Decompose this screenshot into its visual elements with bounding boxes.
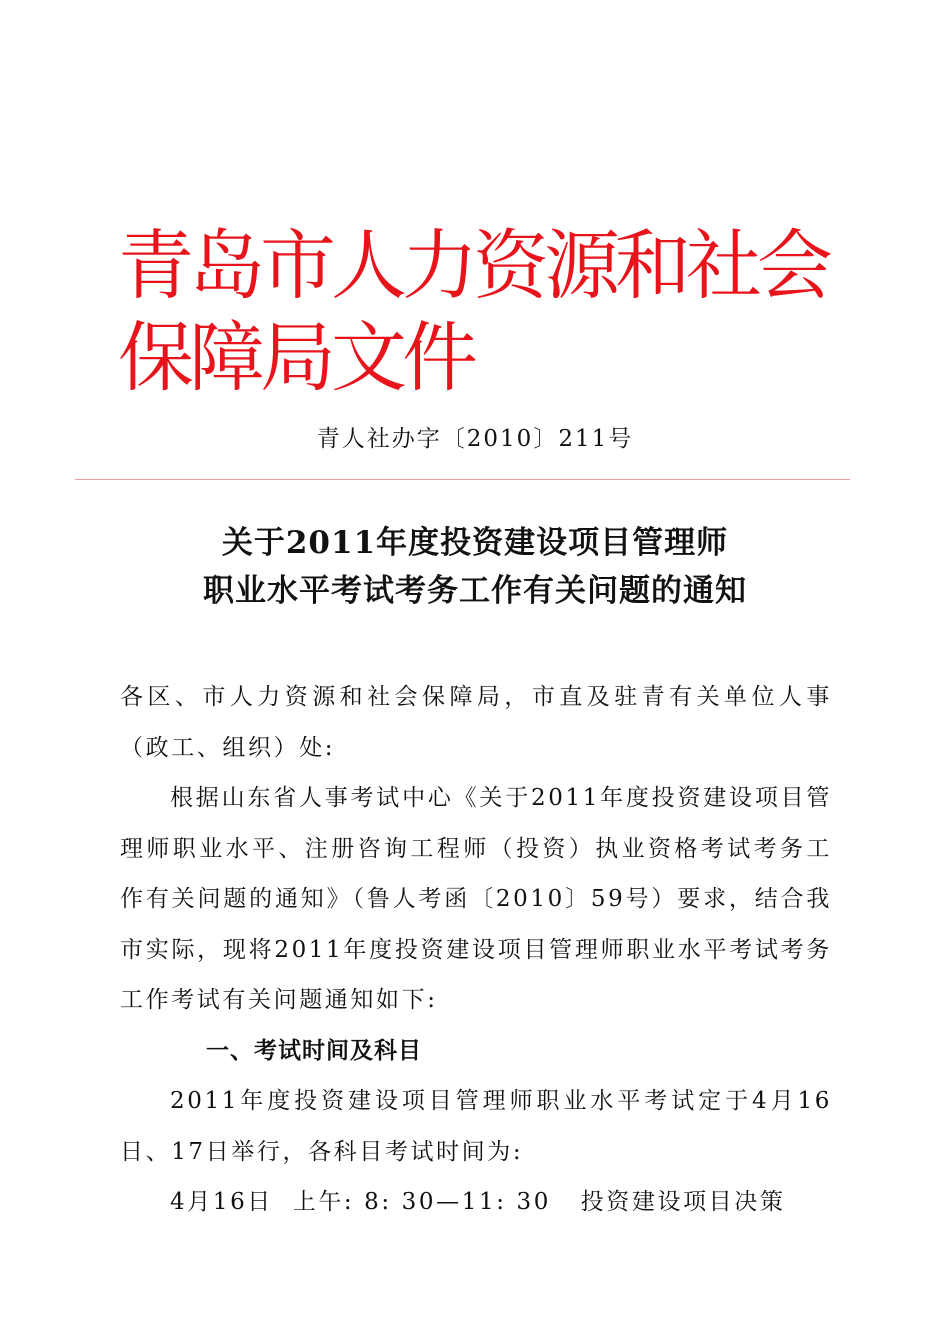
intro-paragraph: 根据山东省人事考试中心《关于2011年度投资建设项目管理师职业水平、注册咨询工程师（投资）执业资格考试考务工作有关问题的通知》（鲁人考函〔2010〕59号）要求，结合我市实际，现将2011年度投资建设项目管理师职业水平考试考务工作考试有关问题通知如下: <box>120 785 832 1013</box>
red-divider <box>75 479 850 480</box>
masthead-title: 青岛市人力资源和社会保障局文件 <box>118 221 828 402</box>
document-number: 青人社办字〔2010〕211号 <box>316 426 634 452</box>
notice-title-line-2: 职业水平考试考务工作有关问题的通知 <box>203 573 747 609</box>
section-heading-1: 一、考试时间及科目 <box>206 1037 422 1064</box>
notice-body <box>120 672 832 1228</box>
section-1-paragraph: 2011年度投资建设项目管理师职业水平考试定于4月16日、17日举行，各科目考试时间为: <box>120 1088 832 1165</box>
addressee: 各区、市人力资源和社会保障局，市直及驻青有关单位人事（政工、组织）处: <box>120 684 832 761</box>
schedule-line-1: 4月16日 上午: 8: 30—11: 30 投资建设项目决策 <box>170 1189 786 1215</box>
notice-title <box>0 519 950 615</box>
notice-title-line-1: 关于2011年度投资建设项目管理师 <box>221 525 729 561</box>
